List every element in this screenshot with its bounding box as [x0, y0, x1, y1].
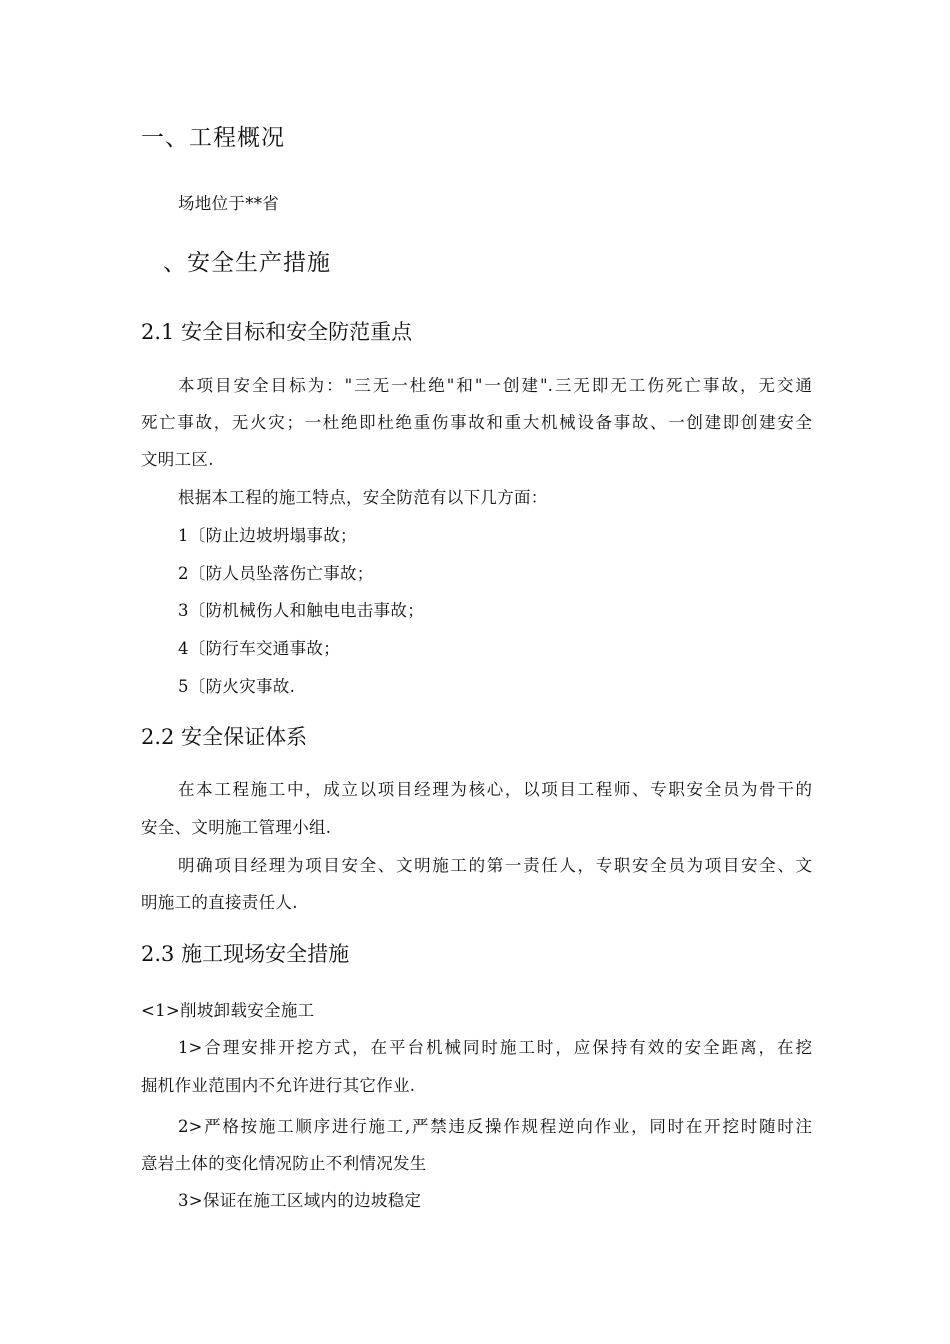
paragraph-line: 意岩土体的变化情况防止不利情况发生 [141, 1154, 427, 1173]
section-1-heading: 一、工程概况 [141, 125, 285, 151]
paragraph-line: 安全、文明施工管理小组. [141, 818, 332, 837]
list-item: 5〔防火灾事故. [178, 677, 296, 696]
list-item: 1〔防止边坡坍塌事故； [178, 526, 357, 545]
paragraph-line: 根据本工程的施工特点，安全防范有以下几方面： [178, 488, 548, 507]
paragraph-line: 死亡事故，无火灾；一杜绝即杜绝重伤事故和重大机械设备事故、一创建即创建安全 [141, 413, 812, 432]
list-item: 4〔防行车交通事故； [178, 639, 340, 658]
paragraph-line: 文明工区. [141, 450, 214, 469]
paragraph-line: 3>保证在施工区域内的边坡稳定 [178, 1191, 422, 1210]
paragraph-line: 掘机作业范围内不允许进行其它作业. [141, 1076, 416, 1095]
subsection-2-2-heading: 2.2 安全保证体系 [141, 725, 308, 749]
paragraph-line: 1>合理安排开挖方式，在平台机械同时施工时，应保持有效的安全距离，在挖 [178, 1038, 812, 1057]
subsection-2-1-heading: 2.1 安全目标和安全防范重点 [141, 320, 413, 344]
section-1-body: 场地位于**省 [178, 194, 280, 213]
paragraph-line: 在本工程施工中，成立以项目经理为核心，以项目工程师、专职安全员为骨干的 [178, 780, 812, 799]
list-item: 2〔防人员坠落伤亡事故； [178, 564, 374, 583]
paragraph-line: 明确项目经理为项目安全、文明施工的第一责任人，专职安全员为项目安全、文 [178, 856, 812, 875]
subsection-2-3-heading: 2.3 施工现场安全措施 [141, 942, 350, 966]
paragraph-line: 本项目安全目标为："三无一杜绝"和"一创建".三无即无工伤死亡事故，无交通 [178, 376, 812, 395]
paragraph-line: 2>严格按施工顺序进行施工,严禁违反操作规程逆向作业，同时在开挖时随时注 [178, 1117, 812, 1136]
section-2-heading: 、安全生产措施 [163, 250, 331, 276]
subsection-2-3-subheading: <1>削坡卸载安全施工 [141, 1001, 315, 1020]
paragraph-line: 明施工的直接责任人. [141, 893, 298, 912]
list-item: 3〔防机械伤人和触电电击事故； [178, 601, 424, 620]
